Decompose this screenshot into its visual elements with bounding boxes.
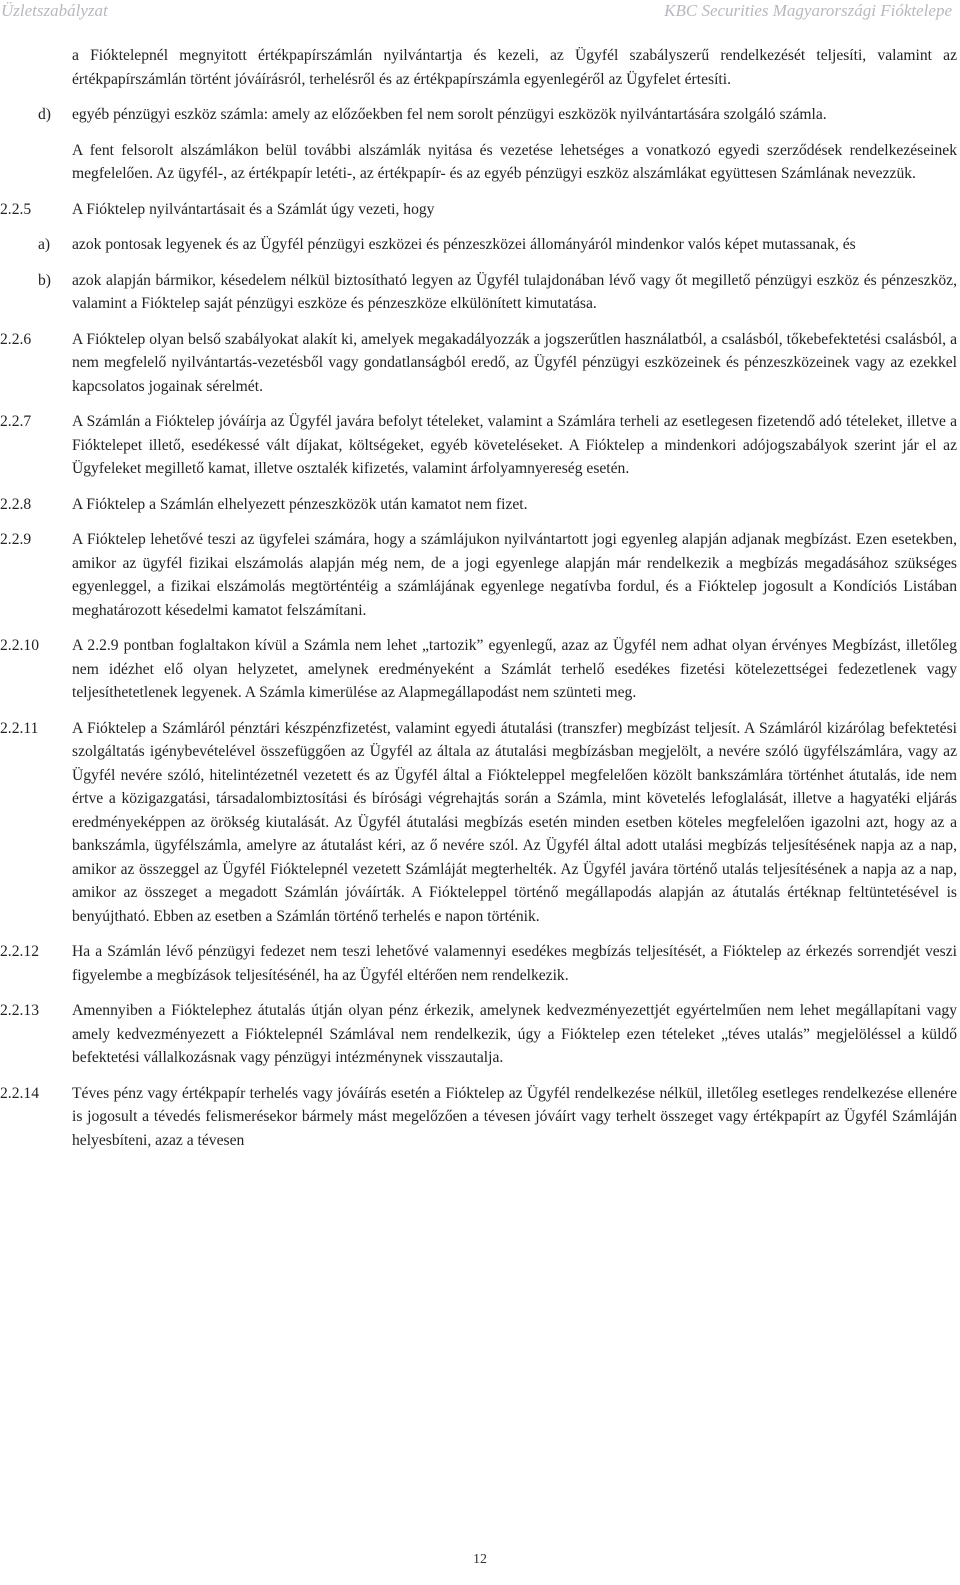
list-item-text: egyéb pénzügyi eszköz számla: amely az előzőekben fel nem sorolt pénzügyi eszközök nyilvántartására szolgáló számla.	[72, 106, 827, 123]
section-text: Amennyiben a Fióktelephez átutalás útján olyan pénz érkezik, amelynek kedvezményezettjét egyértelműen nem lehet megállapítani vagy amely kedvezményezett a Fióktelepnél Számlával nem rendelkezik, úgy a Fióktelep ezen tételeket „téves utalás” megjelöléssel a küldő befektetési vállalkozásnak vagy pénzügyi intézménynek visszautalja.	[72, 1002, 957, 1066]
section-2-2-10	[0, 634, 960, 705]
list-item-d	[0, 103, 960, 127]
section-number: 2.2.8	[0, 495, 32, 513]
header-document-title: Üzletszabályzat	[1, 1, 108, 20]
list-item-label: a)	[38, 236, 51, 253]
list-item-b	[0, 269, 960, 316]
list-item-a	[0, 233, 960, 257]
section-number: 2.2.10	[0, 637, 39, 654]
section-text: A 2.2.9 pontban foglaltakon kívül a Számla nem lehet „tartozik” egyenlegű, azaz az Ügyfél nem adhat olyan érvényes Megbízást, illetőleg nem idézhet elő olyan helyzetet, amelynek eredményeként a Számlát terhelő esedékes fizetési kötelezettségei fedezetlenek vagy teljesíthetetlenek legyenek. A Számla kimerülése az Alapmegállapodást nem szünteti meg.	[72, 637, 957, 701]
section-2-2-8	[0, 493, 960, 517]
section-2-2-5	[0, 198, 960, 222]
document-body	[0, 44, 960, 1164]
section-2-2-12	[0, 940, 960, 987]
section-text: A Fióktelep lehetővé teszi az ügyfelei számára, hogy a számlájukon nyilvántartott jogi egyenleg alapján adjanak megbízást. Ezen esetekben, amikor az ügyfél fizikai elszámolás alapján még nem, de a jogi egyenlege alapján már rendelkezik a megbízás megadásához szükséges egyenleggel, a fizikai elszámolás megtörténtéig a számlájának egyenlege negatívba fordul, és a Fióktelep jogosult a Kondíciós Listában meghatározott késedelmi kamatot felszámítani.	[72, 531, 957, 619]
section-number: 2.2.12	[0, 943, 39, 960]
list-item-text: azok alapján bármikor, késedelem nélkül biztosítható legyen az Ügyfél tulajdonában lévő vagy őt megillető pénzügyi eszköz és pénzeszköz, valamint a Fióktelep saját pénzügyi eszköze és pénzeszköze elkülönített kimutatása.	[72, 271, 957, 312]
section-2-2-9	[0, 528, 960, 622]
list-item-text: azok pontosak legyenek és az Ügyfél pénzügyi eszközei és pénzeszközei állományáról mindenkor valós képet mutassanak, és	[72, 236, 856, 253]
section-number: 2.2.6	[0, 330, 32, 348]
section-number: 2.2.14	[0, 1084, 39, 1102]
section-number: 2.2.11	[0, 719, 39, 737]
list-item-label: b)	[38, 271, 51, 289]
section-2-2-11	[0, 717, 960, 929]
section-number: 2.2.5	[0, 200, 32, 218]
section-2-2-13	[0, 999, 960, 1070]
section-number: 2.2.7	[0, 413, 32, 430]
section-text: A Fióktelep olyan belső szabályokat alakít ki, amelyek megakadályozzák a jogszerűtlen használatból, a csalásból, tőkebefektetési csalásból, a nem megfelelő nyilvántartás-vezetésből vagy gondatlanságból eredő, az Ügyfél pénzügyi eszközeinek és pénzeszközeinek vagy az ezekkel kapcsolatos jogainak sérelmét.	[72, 330, 957, 395]
header-company-name: KBC Securities Magyarországi Fióktelepe	[664, 1, 952, 20]
section-2-2-6	[0, 328, 960, 399]
section-text: A Fióktelep a Számláról pénztári készpénzfizetést, valamint egyedi átutalási (transzfer) megbízást teljesít. A Számláról kizárólag befektetési szolgáltatás igénybevételével összefüggően az Ügyfél az általa az átutalási megbízásban megjelölt, a nevére szóló ügyfélszámlára, vagy az Ügyfél nevére szóló, hitelintézetnél vezetett és az Ügyfél által a Fiókteleppel megfelelően közölt bankszámlára történhet átutalás, ide nem értve a közigazgatási, társadalombiztosítási és bírósági végrehajtás során a Számla, mint követelés lefoglalását, illetve a hagyatéki eljárás eredményeképpen az örökség kiutalását. Az Ügyfél átutalási megbízás esetén minden esetben köteles megfelelően igazolni azt, hogy az a bankszámla, ügyfélszámla, amelyre az átutalást kéri, az ő nevére szól. Az Ügyfél által adott utalási megbízás teljesítésének napja az a nap, amikor az összeggel az Ügyfél Fióktelepnél vezetett Számláját megterhelték. Az Ügyfél javára történő utalás teljesítésének a napja az a nap, amikor az összeget a megadott Számlán jóváírták. A Fiókteleppel történő megállapodás alapján az átutalás értéknap feltüntetésével is benyújtható. Ebben az esetben a Számlán történő terhelés e napon történik.	[72, 719, 957, 925]
section-text: A Fióktelep a Számlán elhelyezett pénzeszközök után kamatot nem fizet.	[72, 495, 528, 513]
subaccounts-paragraph: A fent felsorolt alszámlákon belül további alszámlák nyitása és vezetése lehetséges a vonatkozó egyedi szerződések rendelkezéseinek megfelelően. Az ügyfél-, az értékpapír letéti-, az értékpapír- és az egyéb pénzügyi eszköz alszámlákat együttesen Számlának nevezzük.	[72, 141, 957, 182]
section-2-2-7	[0, 410, 960, 481]
section-text: A Fióktelep nyilvántartásait és a Számlát úgy vezeti, hogy	[72, 200, 435, 218]
section-text: A Számlán a Fióktelep jóváírja az Ügyfél javára befolyt tételeket, valamint a Számlára terheli az esetlegesen fizetendő adó tételeket, illetve a Fióktelepet illető, esedékessé vált díjakat, költségeket, egyéb követeléseket. A Fióktelep a mindenkori adójogszabályok szerint jár el az Ügyfeleket megillető kamat, illetve osztalék kifizetés, valamint árfolyamnyereség esetén.	[72, 413, 957, 477]
section-text: Téves pénz vagy értékpapír terhelés vagy jóváírás esetén a Fióktelep az Ügyfél rendelkezése nélkül, illetőleg esetleges rendelkezése ellenére is jogosult a tévedés felismerésekor bármely mást megelőzően a tévesen jóváírt vagy terhelt összeget vagy értékpapírt az Ügyfél Számláján helyesbíteni, azaz a tévesen	[72, 1084, 957, 1149]
intro-paragraph: a Fióktelepnél megnyitott értékpapírszámlán nyilvántartja és kezeli, az Ügyfél szabályszerű rendelkezését teljesíti, valamint az értékpapírszámlán történt jóváírásról, terhelésről és az értékpapírszámla egyenlegéről az Ügyfelet értesíti.	[72, 47, 957, 88]
section-number: 2.2.13	[0, 1002, 39, 1019]
section-number: 2.2.9	[0, 531, 32, 548]
page-header	[0, 0, 960, 26]
page-number: 12	[473, 1552, 487, 1567]
section-text: Ha a Számlán lévő pénzügyi fedezet nem teszi lehetővé valamennyi esedékes megbízás teljesítését, a Fióktelep az érkezés sorrendjét veszi figyelembe a megbízások teljesítésénél, ha az Ügyfél eltérően nem rendelkezik.	[72, 943, 957, 984]
list-item-label: d)	[38, 106, 51, 123]
section-2-2-14	[0, 1082, 960, 1153]
